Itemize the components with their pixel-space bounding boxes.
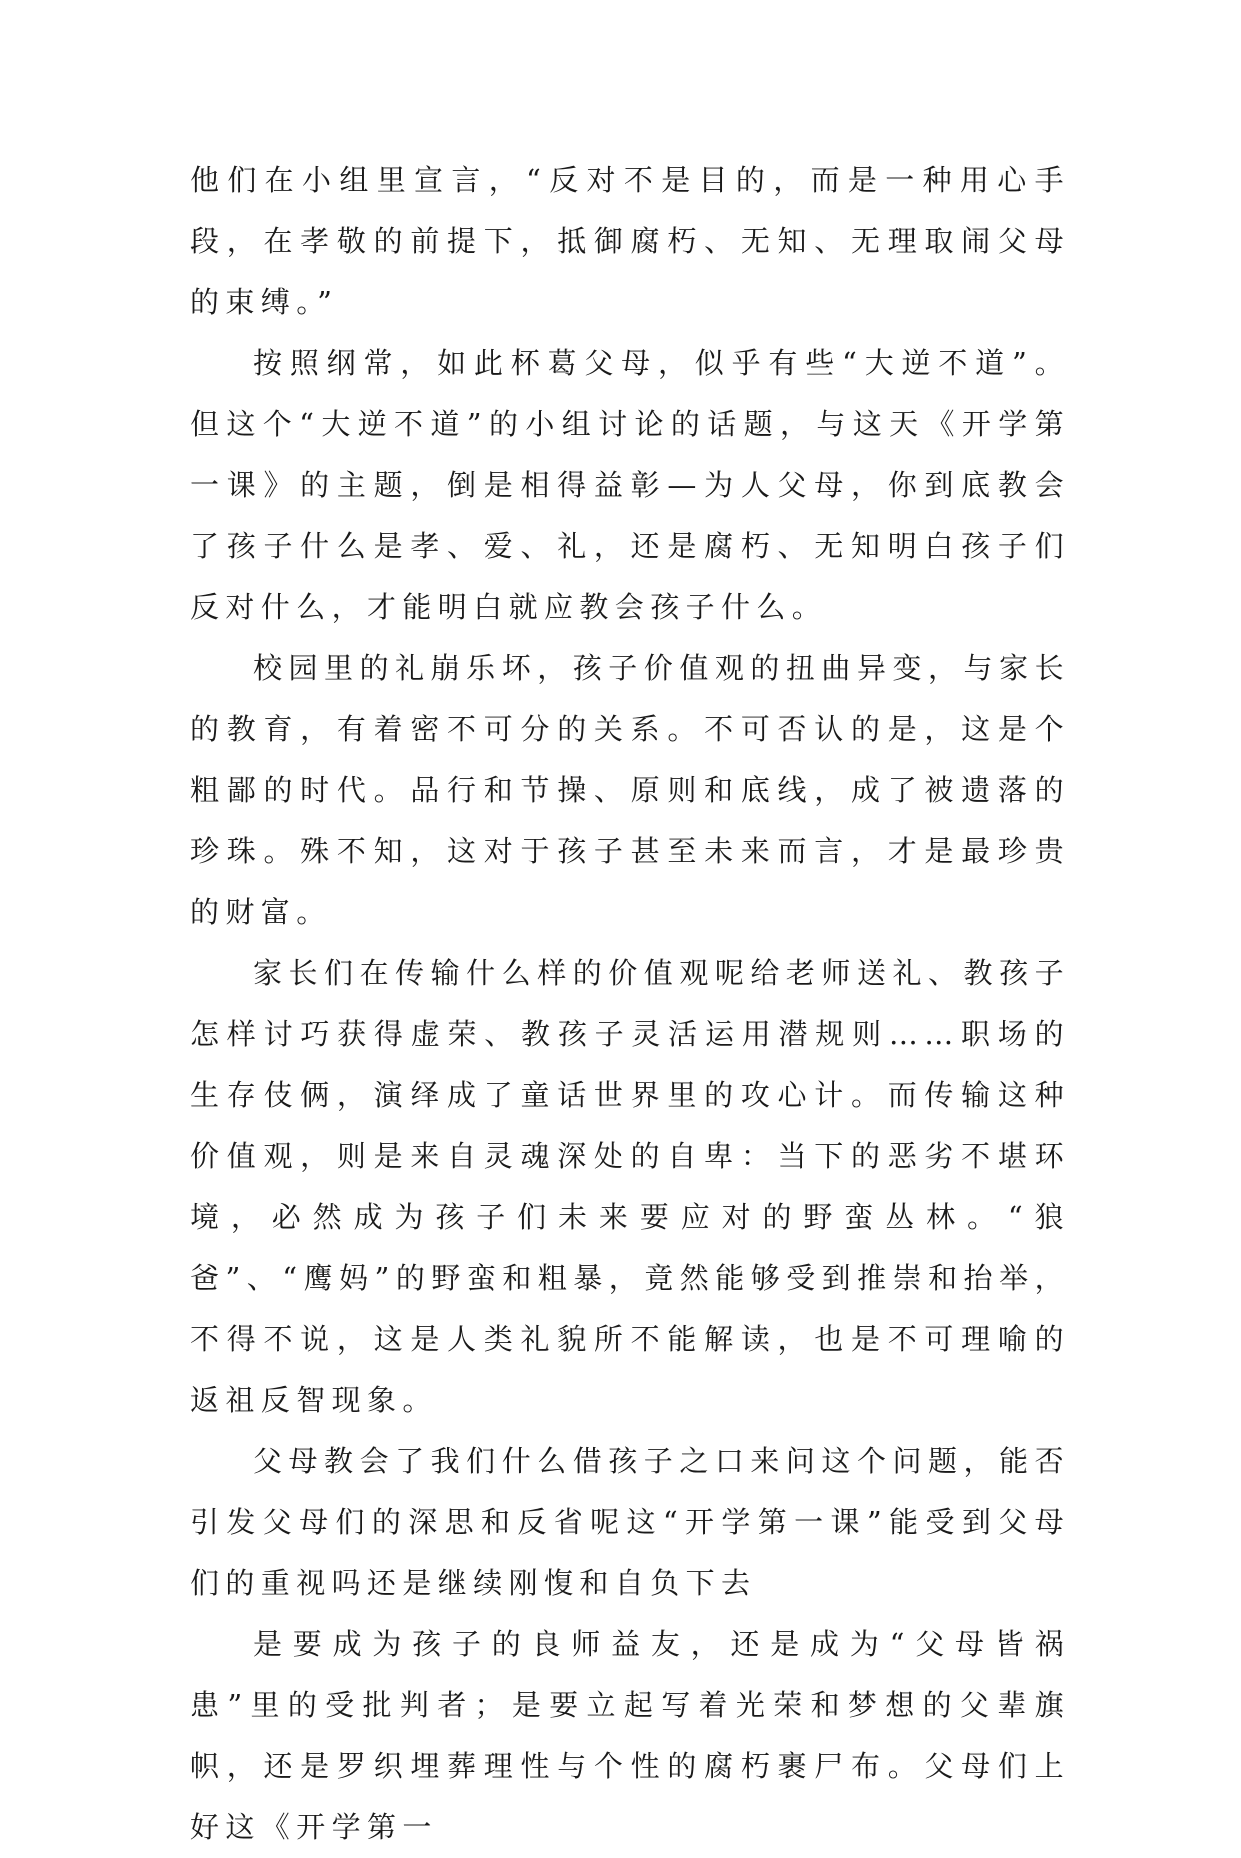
document-body — [190, 150, 1070, 1858]
paragraph-1: 他们在小组里宣言，“反对不是目的，而是一种用心手段，在孝敬的前提下，抵御腐朽、无知、无理取闹父母的束缚。” — [190, 163, 1070, 319]
paragraph-6: 是要成为孩子的良师益友，还是成为“父母皆祸患”里的受批判者；是要立起写着光荣和梦想的父辈旗帜，还是罗织埋葬理性与个性的腐朽裹尸布。父母们上好这《开学第一 — [190, 1627, 1070, 1844]
paragraph-3: 校园里的礼崩乐坏，孩子价值观的扭曲异变，与家长的教育，有着密不可分的关系。不可否认的是，这是个粗鄙的时代。品行和节操、原则和底线，成了被遗落的珍珠。殊不知，这对于孩子甚至未来而言，才是最珍贵的财富。 — [190, 651, 1070, 929]
paragraph-5: 父母教会了我们什么借孩子之口来问这个问题，能否引发父母们的深思和反省呢这“开学第一课”能受到父母们的重视吗还是继续刚愎和自负下去 — [190, 1444, 1070, 1600]
paragraph-2: 按照纲常，如此杯葛父母，似乎有些“大逆不道”。但这个“大逆不道”的小组讨论的话题，与这天《开学第一课》的主题，倒是相得益彰—为人父母，你到底教会了孩子什么是孝、爱、礼，还是腐朽、无知明白孩子们反对什么，才能明白就应教会孩子什么。 — [190, 346, 1070, 624]
paragraph-4: 家长们在传输什么样的价值观呢给老师送礼、教孩子怎样讨巧获得虚荣、教孩子灵活运用潜规则……职场的生存伎俩，演绎成了童话世界里的攻心计。而传输这种价值观，则是来自灵魂深处的自卑：当下的恶劣不堪环境，必然成为孩子们未来要应对的野蛮丛林。“狼爸”、“鹰妈”的野蛮和粗暴，竟然能够受到推崇和抬举，不得不说，这是人类礼貌所不能解读，也是不可理喻的返祖反智现象。 — [190, 956, 1070, 1417]
